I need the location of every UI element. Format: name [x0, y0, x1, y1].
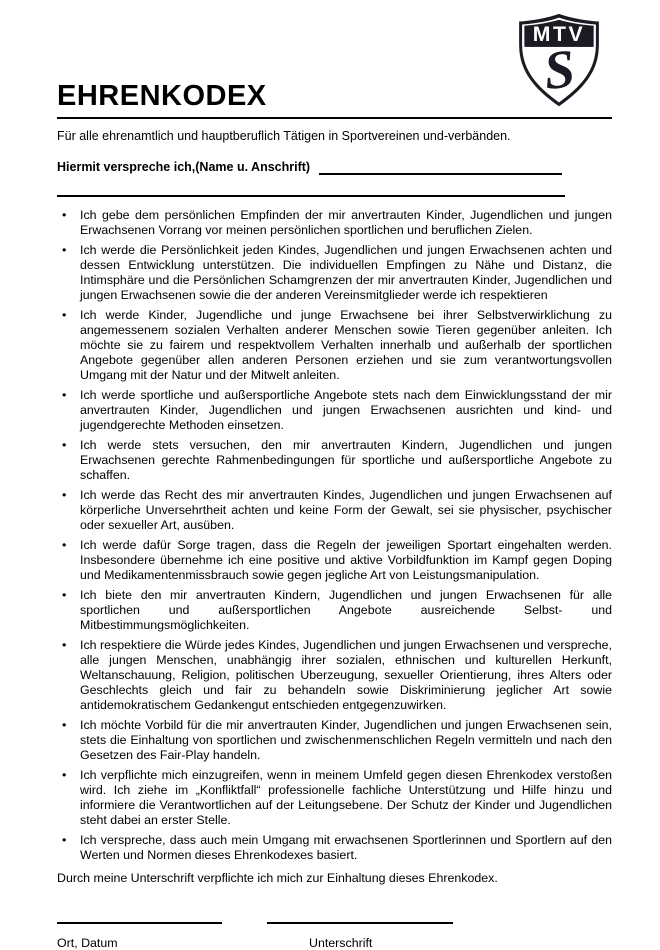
code-item-text: Ich werde sportliche und außersportliche Angebote stets nach dem Einwicklungsstand der mir anvertrauten Kinder, Jugendlichen und jungen Erwachsenen ausrichten und kind- und jugendgerechte Methoden einsetzen.	[80, 388, 612, 432]
mtv-shield-icon	[515, 13, 603, 108]
subtitle: Für alle ehrenamtlich und hauptberuflich Tätigen in Sportvereinen und-verbänden.	[57, 129, 511, 143]
bullet-icon: •	[62, 438, 67, 452]
logo-letter-s: S	[541, 38, 578, 102]
code-item	[57, 243, 612, 303]
code-item-text: Ich werde dafür Sorge tragen, dass die Regeln der jeweiligen Sportart eingehalten werden. Insbesondere übernehme ich eine positive und aktive Vorbildfunktion im Kampf gegen Doping und Medikamentenmissbrauch sowie gegen jegliche Art von Leistungsmanipulation.	[80, 538, 612, 582]
code-item-text: Ich werde die Persönlichkeit jeden Kindes, Jugendlichen und jungen Erwachsenen achten und dessen Entwicklung unterstützen. Die individuellen Empfingen zu Nähe und Distanz, die Intimsphäre und die Persönlichen Schamgrenzen der mir anvertrauten Kinder, Jugendlichen und jungen Erwachsenen sowie die der anderen Vereinsmitglieder werde ich respektieren	[80, 243, 612, 302]
closing-statement: Durch meine Unterschrift verpflichte ich mich zur Einhaltung dieses Ehrenkodex.	[57, 871, 498, 885]
address-blank-line	[57, 175, 565, 197]
bullet-icon: •	[62, 208, 67, 222]
bullet-icon: •	[62, 588, 67, 602]
code-item-text: Ich möchte Vorbild für die mir anvertrauten Kinder, Jugendlichen und jungen Erwachsenen sein, stets die Einhaltung von sportlichen und zwischenmenschlichen Regeln vermitteln und nach den Gesetzen des Fair-Play handeln.	[80, 718, 612, 762]
bullet-icon: •	[62, 488, 67, 502]
code-item	[57, 208, 612, 238]
place-date-label: Ort, Datum	[57, 936, 118, 950]
code-item	[57, 488, 612, 533]
signature-area	[57, 904, 612, 950]
code-item	[57, 438, 612, 483]
bullet-icon: •	[62, 308, 67, 322]
code-list	[57, 208, 612, 863]
code-item	[57, 833, 612, 863]
code-item-text: Ich werde Kinder, Jugendliche und junge Erwachsene bei ihrer Selbstverwirklichung zu angemessenem sozialen Verhalten anderer Menschen sowie Tieren gegenüber anleiten. Ich möchte sie zu fairem und respektvollem Verhalten innerhalb und außerhalb der sportlichen Angebote gegenüber allen anderen Personen erziehen und sie zum verantwortungsvollen Umgang mit der Natur und der Mitwelt anleiten.	[80, 308, 612, 382]
title-rule	[57, 117, 612, 119]
code-item-text: Ich werde das Recht des mir anvertrauten Kindes, Jugendlichen und jungen Erwachsenen auf körperliche Unversehrtheit achten und keine Form der Gewalt, sei sie physischer, psychischer oder sexueller Art, ausüben.	[80, 488, 612, 532]
code-item	[57, 538, 612, 583]
code-item-text: Ich verspreche, dass auch mein Umgang mit erwachsenen Sportlerinnen und Sportlern auf den Werten und Normen dieses Ehrenkodexes basiert.	[80, 833, 612, 862]
place-date-block	[57, 904, 222, 950]
logo-text-mtv: MTV	[532, 22, 586, 46]
page-title: EHRENKODEX	[57, 80, 267, 112]
code-item	[57, 588, 612, 633]
club-logo	[515, 13, 603, 108]
signature-label: Unterschrift	[309, 936, 373, 950]
bullet-icon: •	[62, 768, 67, 782]
promise-label: Hiermit verspreche ich,(Name u. Anschrift)	[57, 160, 311, 174]
bullet-icon: •	[62, 833, 67, 847]
bullet-icon: •	[62, 538, 67, 552]
code-item	[57, 638, 612, 713]
code-item	[57, 388, 612, 433]
place-date-line	[57, 904, 222, 924]
code-item	[57, 718, 612, 763]
code-item-text: Ich biete den mir anvertrauten Kindern, Jugendlichen und jungen Erwachsenen für alle sportlichen und außersportlichen Angebote ausreichende Selbst- und Mitbestimmungsmöglichkeiten.	[80, 588, 612, 632]
code-item-text: Ich respektiere die Würde jedes Kindes, Jugendlichen und jungen Erwachsenen und verspreche, alle jungen Menschen, unabhängig ihrer sozialen, ethnischen und kulturellen Herkunft, Weltanschauung, Religion, politischen Uberzeugung, sexueller Orientierung, ihres Alters oder Geschlechts gleich und fair zu behandeln sowie Diskriminierung jeglicher Art sowie antidemokratischem Gedankengut entschieden entgegenzuwirken.	[80, 638, 612, 712]
bullet-icon: •	[62, 388, 67, 402]
code-item-text: Ich gebe dem persönlichen Empfinden der mir anvertrauten Kinder, Jugendlichen und jungen Erwachsenen Vorrang vor meinen persönlichen sportlichen und beruflichen Zielen.	[80, 208, 612, 237]
bullet-icon: •	[62, 638, 67, 652]
signature-line	[267, 904, 453, 924]
code-item	[57, 308, 612, 383]
bullet-icon: •	[62, 718, 67, 732]
code-item-text: Ich werde stets versuchen, den mir anvertrauten Kindern, Jugendlichen und jungen Erwachsenen gerechte Rahmenbedingungen für sportliche und außersportliche Angebote zu schaffen.	[80, 438, 612, 482]
signature-block	[267, 904, 453, 950]
bullet-icon: •	[62, 243, 67, 257]
name-blank-line	[319, 160, 562, 175]
code-item	[57, 768, 612, 828]
promise-row	[57, 160, 612, 175]
code-item-text: Ich verpflichte mich einzugreifen, wenn in meinem Umfeld gegen diesen Ehrenkodex verstoßen wird. Ich ziehe im „Konfliktfall“ professionelle fachliche Unterstützung und Hilfe hinzu und informiere die Verantwortlichen auf der Leitungsebene. Der Schutz der Kinder und Jugendlichen steht dabei an erster Stelle.	[80, 768, 612, 827]
